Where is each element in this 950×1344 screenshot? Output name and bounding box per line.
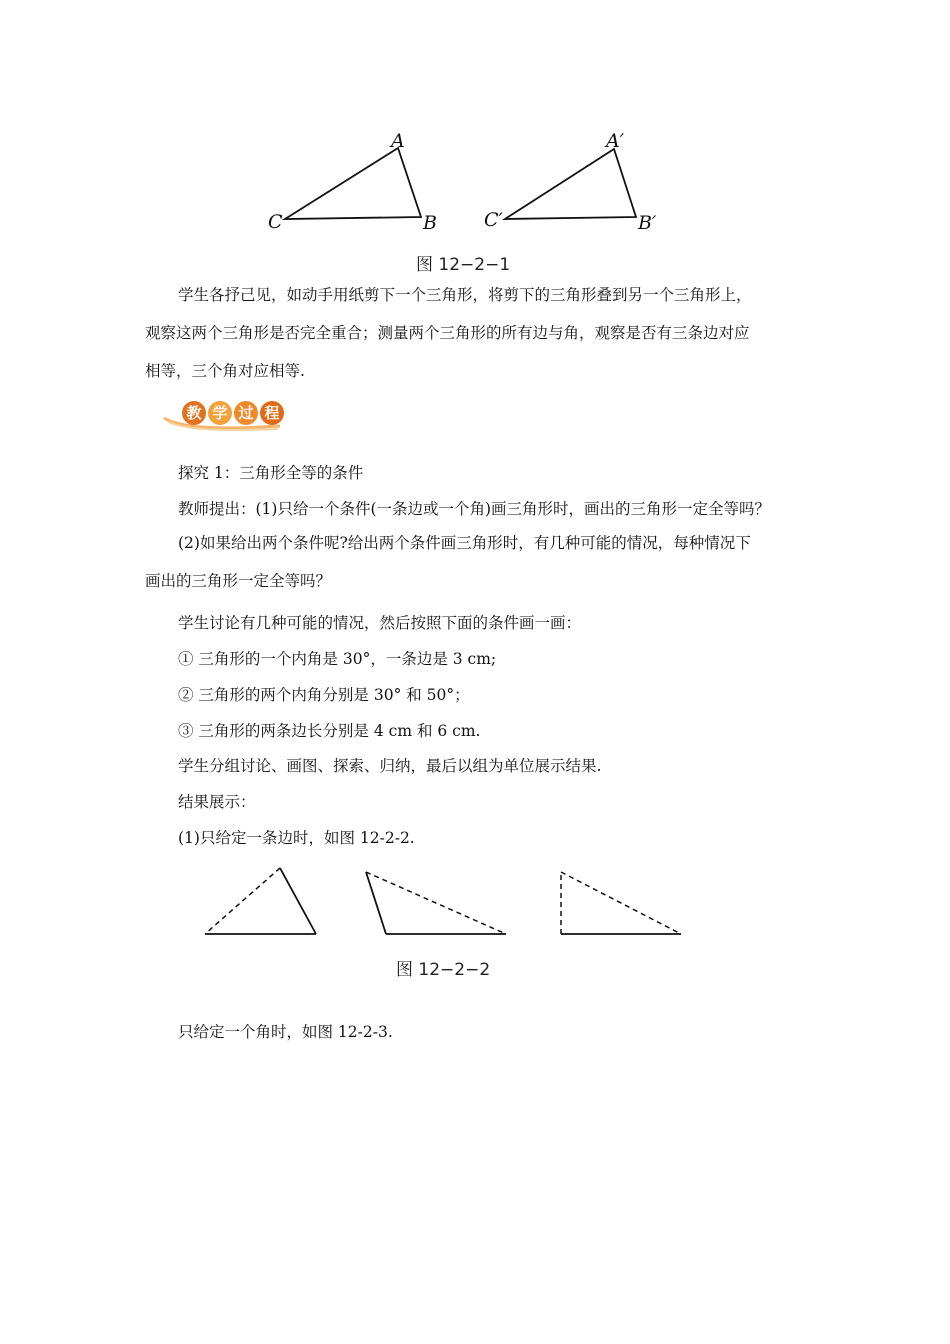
banner-char-3: 过 bbox=[234, 401, 258, 425]
question-2-line-1: (2)如果给出两个条件呢?给出两个条件画三角形时，有几种可能的情况，每种情况下 bbox=[178, 534, 751, 552]
banner-char-1: 教 bbox=[182, 401, 206, 425]
triangle-1 bbox=[205, 868, 316, 934]
condition-1: ① 三角形的一个内角是 30°，一条边是 3 cm; bbox=[178, 650, 497, 668]
figure-caption-12-2-1: 图 12−2−1 bbox=[416, 255, 511, 275]
label-b-prime: B′ bbox=[638, 212, 657, 234]
triangle-abc bbox=[285, 148, 421, 219]
label-c-prime: C′ bbox=[484, 209, 503, 231]
result-title: 结果展示： bbox=[178, 793, 256, 811]
label-a: A bbox=[391, 130, 405, 152]
label-c: C bbox=[268, 211, 283, 233]
intro-line-1: 学生各抒己见，如动手用纸剪下一个三角形，将剪下的三角形叠到另一个三角形上， bbox=[178, 286, 752, 304]
result-2: 只给定一个角时，如图 12-2-3. bbox=[178, 1023, 393, 1041]
figure-caption-12-2-2: 图 12−2−2 bbox=[396, 960, 491, 980]
result-1: (1)只给定一条边时，如图 12-2-2. bbox=[178, 829, 415, 847]
label-a-prime: A′ bbox=[606, 130, 625, 152]
triangle-3 bbox=[561, 872, 681, 934]
label-b: B bbox=[423, 212, 437, 234]
figure-12-2-1 bbox=[255, 125, 675, 240]
condition-2: ② 三角形的两个内角分别是 30° 和 50°； bbox=[178, 686, 470, 704]
question-2-line-2: 画出的三角形一定全等吗？ bbox=[145, 572, 332, 590]
intro-line-2: 观察这两个三角形是否完全重合；测量两个三角形的所有边与角，观察是否有三条边对应 bbox=[145, 324, 750, 342]
question-2 bbox=[145, 524, 825, 600]
triangle-2 bbox=[366, 872, 506, 934]
condition-3: ③ 三角形的两条边长分别是 4 cm 和 6 cm. bbox=[178, 722, 481, 740]
group-discussion-text: 学生分组讨论、画图、探索、归纳，最后以组为单位展示结果. bbox=[178, 757, 602, 775]
figure-12-2-2 bbox=[195, 860, 695, 945]
banner-char-4: 程 bbox=[260, 401, 284, 425]
section-banner-teaching-process bbox=[160, 398, 290, 432]
intro-paragraph bbox=[145, 276, 825, 390]
banner-char-2: 学 bbox=[208, 401, 232, 425]
question-1: 教师提出：(1)只给一个条件(一条边或一个角)画三角形时，画出的三角形一定全等吗？ bbox=[178, 500, 771, 518]
triangle-a2b2c2 bbox=[505, 149, 636, 219]
discussion-text: 学生讨论有几种可能的情况，然后按照下面的条件画一画： bbox=[178, 614, 582, 632]
explore-title: 探究 1：三角形全等的条件 bbox=[178, 464, 364, 482]
intro-line-3: 相等，三个角对应相等. bbox=[145, 362, 305, 380]
